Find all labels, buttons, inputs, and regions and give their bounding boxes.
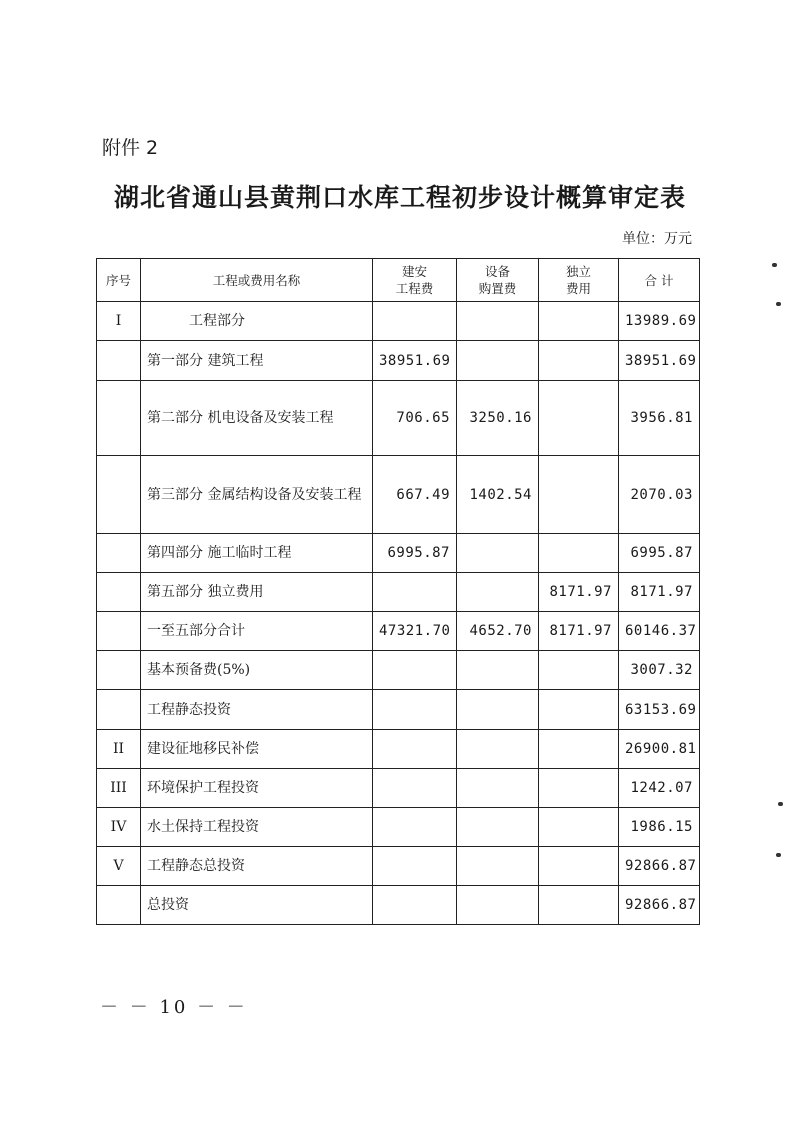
row-indep: [539, 534, 619, 573]
row-indep: [539, 808, 619, 847]
row-total: 1242.07: [619, 769, 700, 808]
row-total: 26900.81: [619, 730, 700, 769]
row-name: 一至五部分合计: [141, 612, 373, 651]
row-total: 2070.03: [619, 456, 700, 534]
row-build: 6995.87: [373, 534, 457, 573]
table-row: [97, 302, 700, 341]
row-name: 水土保持工程投资: [141, 808, 373, 847]
row-seq: [97, 534, 141, 573]
row-seq: II: [97, 730, 141, 769]
row-name: 基本预备费(5%): [141, 651, 373, 690]
table-header-row: [97, 259, 700, 302]
unit-label: 单位：万元: [622, 231, 692, 247]
row-equip: [457, 573, 539, 612]
row-seq: [97, 573, 141, 612]
table-row: [97, 573, 700, 612]
row-seq: [97, 612, 141, 651]
row-seq: IV: [97, 808, 141, 847]
row-total: 6995.87: [619, 534, 700, 573]
table-row: [97, 808, 700, 847]
row-indep: 8171.97: [539, 612, 619, 651]
row-name: 总投资: [141, 886, 373, 925]
header-indep: [539, 259, 619, 302]
row-build: [373, 690, 457, 730]
row-name: 第五部分 独立费用: [141, 573, 373, 612]
row-total: 92866.87: [619, 886, 700, 925]
row-name: 工程静态投资: [141, 690, 373, 730]
row-total: 3007.32: [619, 651, 700, 690]
row-total: 92866.87: [619, 847, 700, 886]
row-indep: [539, 341, 619, 381]
table-row: [97, 886, 700, 925]
row-build: [373, 651, 457, 690]
row-equip: [457, 302, 539, 341]
row-name: 建设征地移民补偿: [141, 730, 373, 769]
row-total: 1986.15: [619, 808, 700, 847]
row-build: 38951.69: [373, 341, 457, 381]
row-name: 第三部分 金属结构设备及安装工程: [141, 456, 373, 534]
row-build: [373, 769, 457, 808]
table-row: [97, 341, 700, 381]
header-total: 合 计: [619, 259, 700, 302]
table-row: [97, 651, 700, 690]
row-indep: [539, 651, 619, 690]
row-equip: [457, 808, 539, 847]
header-indep-line1: 独立: [565, 264, 591, 279]
row-build: [373, 573, 457, 612]
row-indep: [539, 690, 619, 730]
header-build-line2: 工程费: [395, 281, 434, 296]
budget-table: [96, 258, 700, 925]
row-equip: [457, 886, 539, 925]
row-total: 13989.69: [619, 302, 700, 341]
row-indep: [539, 847, 619, 886]
row-equip: [457, 534, 539, 573]
row-name: 工程部分: [141, 302, 373, 341]
page-number: － － 10 － －: [100, 997, 248, 1018]
row-indep: [539, 769, 619, 808]
row-indep: [539, 381, 619, 456]
row-seq: [97, 381, 141, 456]
row-name: 环境保护工程投资: [141, 769, 373, 808]
row-build: 667.49: [373, 456, 457, 534]
row-build: 706.65: [373, 381, 457, 456]
row-seq: V: [97, 847, 141, 886]
row-indep: [539, 886, 619, 925]
row-seq: [97, 341, 141, 381]
row-total: 3956.81: [619, 381, 700, 456]
row-equip: [457, 651, 539, 690]
attachment-label: 附件 2: [102, 137, 159, 159]
row-seq: [97, 651, 141, 690]
table-row: [97, 612, 700, 651]
row-indep: 8171.97: [539, 573, 619, 612]
row-build: [373, 808, 457, 847]
scan-speck: [772, 263, 777, 267]
row-total: 60146.37: [619, 612, 700, 651]
header-equip-line2: 购置费: [478, 281, 517, 296]
scan-speck: [776, 853, 781, 857]
row-build: [373, 730, 457, 769]
header-equip: [457, 259, 539, 302]
row-seq: III: [97, 769, 141, 808]
row-name: 第四部分 施工临时工程: [141, 534, 373, 573]
row-seq: [97, 886, 141, 925]
row-equip: 4652.70: [457, 612, 539, 651]
row-equip: [457, 847, 539, 886]
row-seq: [97, 456, 141, 534]
header-indep-line2: 费用: [565, 281, 591, 296]
row-indep: [539, 456, 619, 534]
table-row: [97, 690, 700, 730]
table-row: [97, 456, 700, 534]
header-build: [373, 259, 457, 302]
row-indep: [539, 730, 619, 769]
row-name: 第二部分 机电设备及安装工程: [141, 381, 373, 456]
row-equip: [457, 341, 539, 381]
header-name: 工程或费用名称: [141, 259, 373, 302]
scan-speck: [778, 802, 783, 806]
row-seq: [97, 690, 141, 730]
table-row: [97, 730, 700, 769]
row-build: [373, 886, 457, 925]
table-row: [97, 534, 700, 573]
row-total: 63153.69: [619, 690, 700, 730]
row-equip: [457, 769, 539, 808]
row-equip: 3250.16: [457, 381, 539, 456]
header-equip-line1: 设备: [484, 264, 510, 279]
row-equip: 1402.54: [457, 456, 539, 534]
row-build: 47321.70: [373, 612, 457, 651]
row-equip: [457, 690, 539, 730]
scan-speck: [776, 302, 781, 306]
row-build: [373, 847, 457, 886]
table-row: [97, 769, 700, 808]
row-build: [373, 302, 457, 341]
table-row: [97, 847, 700, 886]
table-row: [97, 381, 700, 456]
row-total: 38951.69: [619, 341, 700, 381]
header-build-line1: 建安: [401, 264, 427, 279]
row-name: 工程静态总投资: [141, 847, 373, 886]
document-title: 湖北省通山县黄荆口水库工程初步设计概算审定表: [113, 183, 686, 212]
row-seq: I: [97, 302, 141, 341]
row-equip: [457, 730, 539, 769]
row-name: 第一部分 建筑工程: [141, 341, 373, 381]
row-indep: [539, 302, 619, 341]
row-total: 8171.97: [619, 573, 700, 612]
header-seq: 序号: [97, 259, 141, 302]
